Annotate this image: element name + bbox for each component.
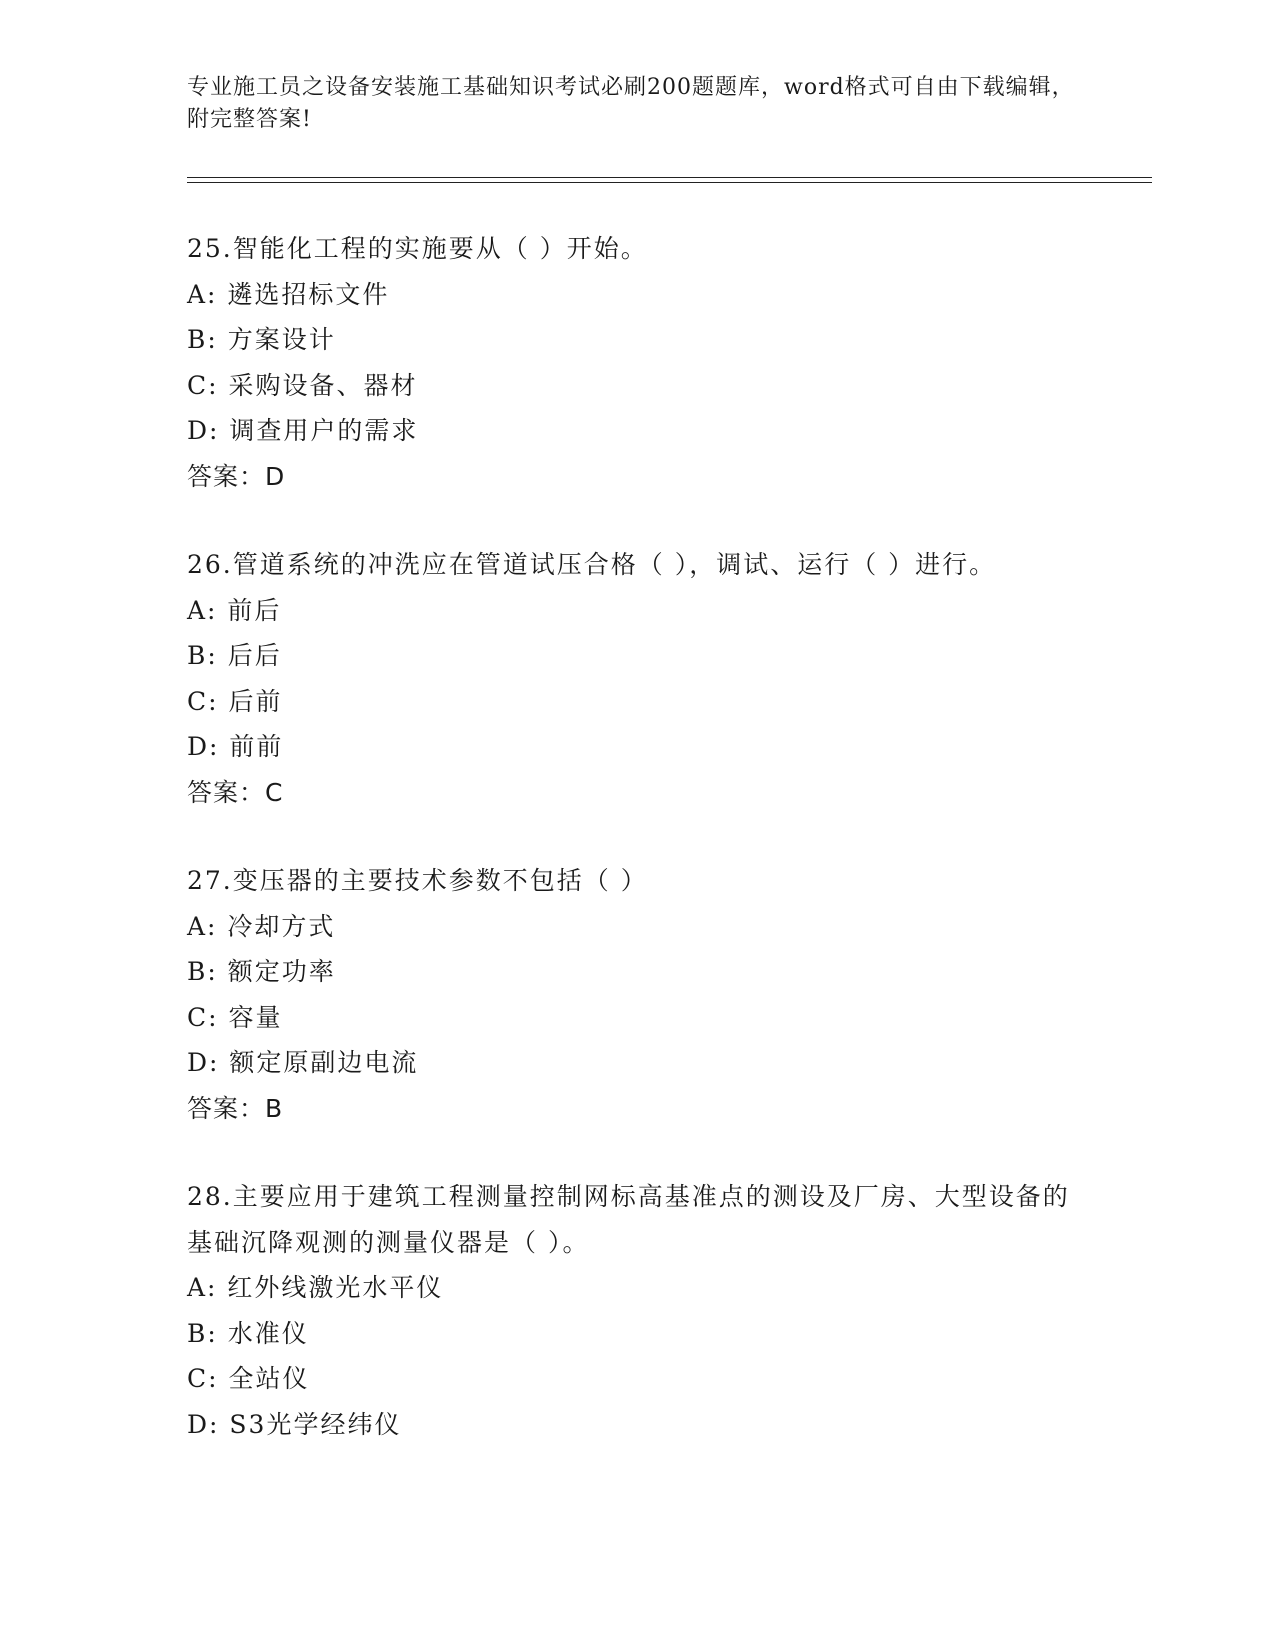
option-c: C: 全站仪 [187, 1364, 310, 1393]
option-a: A: 前后 [187, 595, 282, 625]
question-stem: 26.管道系统的冲洗应在管道试压合格（ ），调试、运行（ ）进行。 [187, 550, 997, 579]
question-25 [187, 226, 1087, 499]
option-c: C: 容量 [187, 1002, 283, 1032]
option-b: B: 后后 [187, 641, 282, 670]
option-d: D: S3光学经纬仪 [187, 1409, 402, 1439]
question-stem: 27.变压器的主要技术参数不包括（ ） [187, 866, 648, 895]
option-a: A: 遴选招标文件 [187, 279, 390, 309]
header-divider-bottom [187, 182, 1152, 183]
question-26 [187, 542, 1087, 815]
question-stem: 28.主要应用于建筑工程测量控制网标高基准点的测设及厂房、大型设备的基础沉降观测的测量仪器是（ ）。 [187, 1182, 1070, 1257]
option-d: D: 前前 [187, 732, 284, 761]
option-a: A: 冷却方式 [187, 911, 336, 941]
option-b: B: 水准仪 [187, 1318, 309, 1348]
option-a: A: 红外线激光水平仪 [187, 1273, 444, 1302]
option-c: C: 采购设备、器材 [187, 370, 418, 400]
option-d: D: 额定原副边电流 [187, 1048, 419, 1077]
answer-label: 答案：C [187, 777, 284, 807]
option-b: B: 额定功率 [187, 957, 336, 986]
option-b: B: 方案设计 [187, 325, 336, 354]
question-27 [187, 858, 1087, 1131]
question-stem: 25.智能化工程的实施要从（ ）开始。 [187, 234, 648, 263]
option-d: D: 调查用户的需求 [187, 416, 419, 445]
option-c: C: 后前 [187, 686, 283, 716]
answer-label: 答案：B [187, 1093, 284, 1123]
question-28 [187, 1174, 1087, 1447]
header-divider-top [187, 177, 1152, 178]
answer-label: 答案：D [187, 461, 286, 491]
document-header: 专业施工员之设备安装施工基础知识考试必刷200题题库，word格式可自由下载编辑，附完整答案! [187, 75, 1075, 132]
